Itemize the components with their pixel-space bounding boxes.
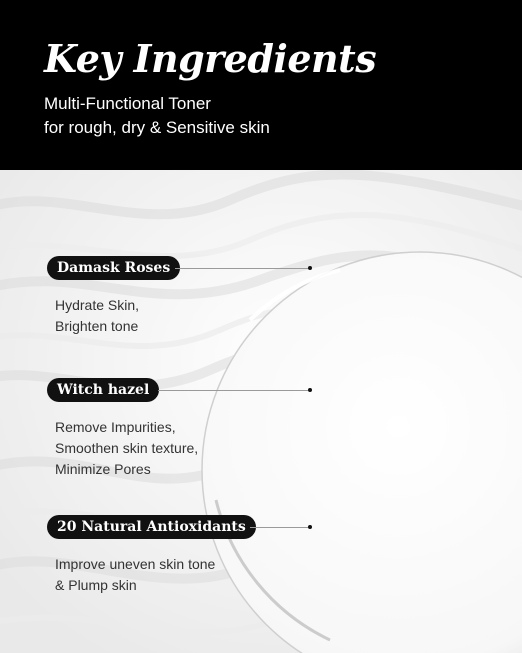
ingredient-name-pill: 20 Natural Antioxidants bbox=[47, 515, 256, 539]
benefit-line: Remove Impurities, bbox=[55, 419, 176, 435]
leader-line bbox=[175, 268, 308, 269]
benefit-line: Minimize Pores bbox=[55, 461, 151, 477]
page-subtitle bbox=[44, 92, 270, 140]
header-band bbox=[0, 0, 522, 170]
ingredient-name-pill: Witch hazel bbox=[47, 378, 159, 402]
ingredient-benefits bbox=[55, 295, 139, 337]
subtitle-line: Multi-Functional Toner bbox=[44, 94, 211, 113]
ingredient-benefits bbox=[55, 554, 215, 596]
ingredient-benefits bbox=[55, 417, 198, 480]
page-title: Key Ingredients bbox=[44, 36, 377, 81]
ingredient-name-pill: Damask Roses bbox=[47, 256, 180, 280]
leader-line bbox=[158, 390, 308, 391]
leader-dot bbox=[308, 266, 312, 270]
benefit-line: Smoothen skin texture, bbox=[55, 440, 199, 456]
benefit-line: & Plump skin bbox=[55, 577, 137, 593]
subtitle-line: for rough, dry & Sensitive skin bbox=[44, 118, 270, 137]
benefit-line: Improve uneven skin tone bbox=[55, 556, 216, 572]
leader-dot bbox=[308, 388, 312, 392]
benefit-line: Hydrate Skin, bbox=[55, 297, 140, 313]
leader-line bbox=[250, 527, 308, 528]
leader-dot bbox=[308, 525, 312, 529]
benefit-line: Brighten tone bbox=[55, 318, 139, 334]
